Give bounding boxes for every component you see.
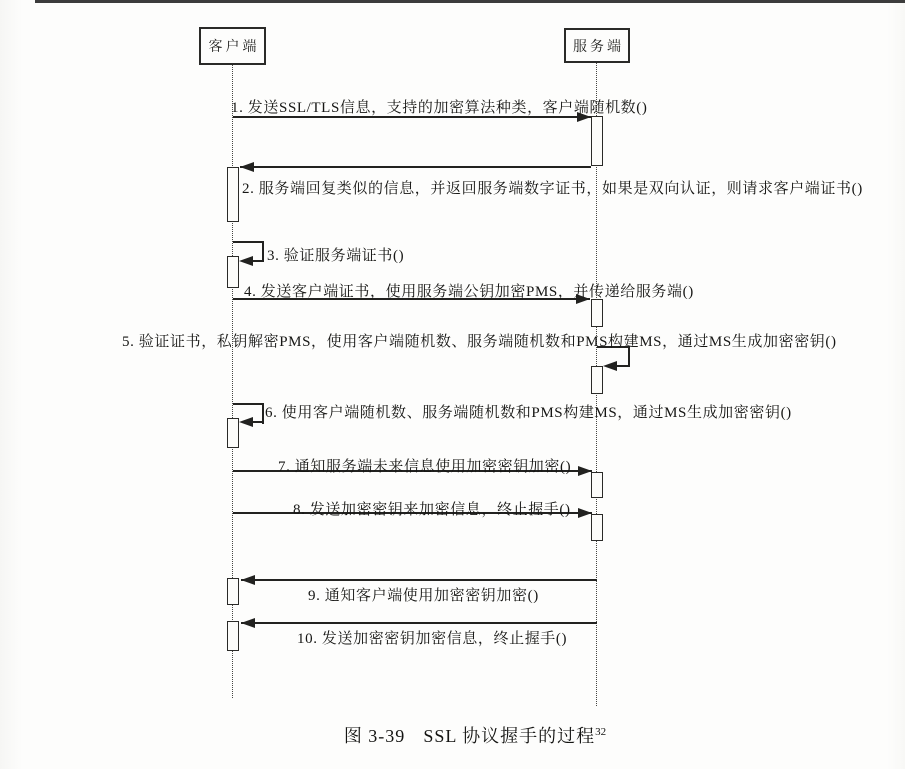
figure-number: 图 3-39 [343,726,406,746]
message-label-2: 2. 服务端回复类似的信息，并返回服务端数字证书，如果是双向认证，则请求客户端证书() [242,181,863,197]
actor-client [199,27,266,65]
footnote-superscript: 32 [595,726,607,738]
message-label-1: 1. 发送SSL/TLS信息，支持的加密算法种类，客户端随机数() [231,100,648,116]
message-label-9: 9. 通知客户端使用加密密钥加密() [308,588,539,604]
activation-bar-client-msg9 [227,578,239,605]
loop-segment [262,241,264,262]
loop-segment [233,241,264,243]
message-label-7: 7. 通知服务端未来信息使用加密密钥加密() [278,459,572,475]
actor-client-label: 客户端 [208,40,260,55]
arrowhead-icon [239,256,253,266]
activation-bar-client-msg6 [227,418,239,448]
arrowhead-icon [240,162,254,172]
activation-bar-client-msg2 [227,167,239,222]
activation-bar-server-msg8 [591,514,603,541]
actor-server [564,28,630,63]
message-arrow-9 [241,579,597,581]
arrowhead-icon [241,575,255,585]
message-label-4: 4. 发送客户端证书，使用服务端公钥加密PMS，并传递给服务端() [244,284,694,300]
message-label-5: 5. 验证证书，私钥解密PMS，使用客户端随机数、服务端随机数和PMS构建MS，通过MS生成加密密钥() [122,334,837,350]
activation-bar-server-msg5 [591,366,603,394]
arrowhead-icon [603,361,617,371]
arrowhead-icon [578,508,592,518]
arrowhead-icon [241,618,255,628]
message-arrow-10 [241,622,597,624]
activation-bar-client-msg10 [227,621,239,651]
activation-bar-client-msg3 [227,256,239,288]
figure-caption [0,722,905,748]
message-label-3: 3. 验证服务端证书() [267,248,405,264]
message-label-8: 8. 发送加密密钥来加密信息，终止握手() [293,502,571,518]
message-label-6: 6. 使用客户端随机数、服务端随机数和PMS构建MS，通过MS生成加密密钥() [265,405,792,421]
arrowhead-icon [239,417,253,427]
message-label-10: 10. 发送加密密钥加密信息，终止握手() [297,631,568,647]
arrowhead-icon [578,466,592,476]
activation-bar-server-msg1 [591,116,603,166]
loop-segment [233,403,264,405]
activation-bar-server-msg4 [591,299,603,327]
activation-bar-server-msg7 [591,472,603,498]
figure-caption-title: SSL 协议握手的过程 [423,726,596,746]
message-arrow-2 [240,166,591,168]
actor-server-label: 服务端 [573,39,624,55]
page-top-rule [35,0,905,3]
